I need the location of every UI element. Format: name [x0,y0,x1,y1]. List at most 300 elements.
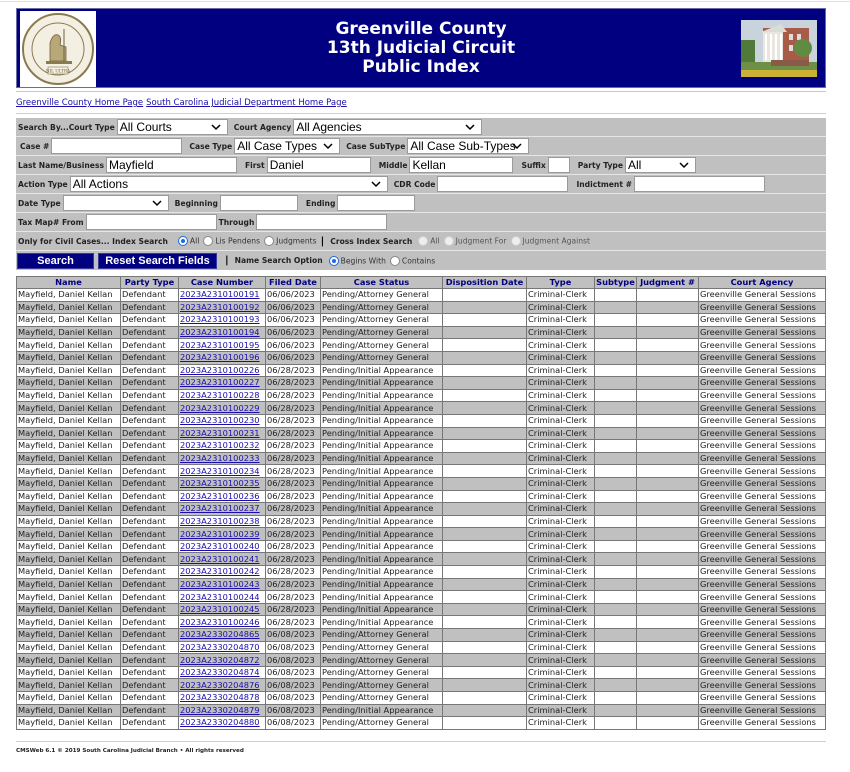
header-banner [16,8,826,88]
index-lis-pendens-radio[interactable] [203,236,213,246]
court-type-value: All Courts [119,120,172,134]
case-number-link[interactable]: 2023A2330204876 [180,679,260,690]
case-number-link[interactable]: 2023A2330204865 [180,629,260,640]
cell-case-number [179,452,266,465]
cell-judgment-number [637,289,699,302]
cell-judgment-number [637,540,699,553]
case-number-link[interactable]: 2023A2310100241 [180,553,260,564]
cell-party-type: Defendant [121,289,179,302]
col-case-status[interactable]: Case Status [321,277,443,289]
case-subtype-label: Case SubType [346,141,406,151]
cell-filed-date: 06/28/2023 [266,566,321,579]
cross-index-judgment-for-option[interactable] [440,236,507,246]
cell-name: Mayfield, Daniel Kellan [17,704,121,717]
cell-subtype [595,629,637,642]
form-row-court [16,118,826,137]
table-row [17,629,826,642]
case-number-link[interactable]: 2023A2330204880 [180,717,260,728]
suffix-input[interactable] [548,157,570,173]
cdr-code-input[interactable] [437,176,568,192]
cell-case-number [179,389,266,402]
cell-party-type: Defendant [121,326,179,339]
table-row [17,314,826,327]
table-row [17,301,826,314]
case-number-link[interactable]: 2023A2310100236 [180,490,260,501]
cell-type: Criminal-Clerk [527,616,595,629]
contains-radio[interactable] [390,256,400,266]
case-number-link[interactable]: 2023A2310100191 [180,289,260,300]
case-number-link[interactable]: 2023A2310100232 [180,440,260,451]
cell-judgment-number [637,364,699,377]
cell-court-agency: Greenville General Sessions [699,402,826,415]
cell-case-status: Pending/Attorney General [321,339,443,352]
index-search-all-option[interactable] [174,236,199,246]
cell-court-agency: Greenville General Sessions [699,704,826,717]
cell-disposition-date [443,440,527,453]
footer-divider [16,741,826,742]
col-subtype[interactable]: Subtype [596,277,635,287]
chevron-down-icon [151,197,163,209]
cell-judgment-number [637,503,699,516]
case-number-link[interactable]: 2023A2310100192 [180,301,260,312]
cell-party-type: Defendant [121,503,179,516]
cell-case-number [179,641,266,654]
separator: | [320,235,325,247]
cell-name: Mayfield, Daniel Kellan [17,692,121,705]
cell-party-type: Defendant [121,389,179,402]
case-number-link[interactable]: 2023A2310100193 [180,314,260,325]
cell-court-agency: Greenville General Sessions [699,717,826,730]
cell-court-agency: Greenville General Sessions [699,490,826,503]
index-search-lis-pendens-option[interactable] [199,236,260,246]
col-court-agency[interactable]: Court Agency [699,277,826,289]
cell-disposition-date [443,528,527,541]
table-row [17,503,826,516]
cell-party-type: Defendant [121,427,179,440]
cell-type: Criminal-Clerk [527,717,595,730]
first-name-input[interactable]: Daniel [267,157,371,173]
cell-case-status: Pending/Attorney General [321,654,443,667]
table-row [17,339,826,352]
cell-name: Mayfield, Daniel Kellan [17,465,121,478]
cell-case-status: Pending/Initial Appearance [321,616,443,629]
cell-filed-date: 06/28/2023 [266,465,321,478]
page-title [17,20,825,77]
table-row [17,402,826,415]
cell-filed-date: 06/28/2023 [266,490,321,503]
cell-name: Mayfield, Daniel Kellan [17,339,121,352]
name-search-option-label: Name Search Option [234,256,323,265]
cell-court-agency: Greenville General Sessions [699,578,826,591]
cross-judgment-against-radio[interactable] [511,236,521,246]
cross-index-judgment-against-option[interactable] [507,236,591,246]
cell-disposition-date [443,377,527,390]
cell-case-number [179,351,266,364]
cell-name: Mayfield, Daniel Kellan [17,666,121,679]
case-number-link[interactable]: 2023A2310100246 [180,616,260,627]
cell-subtype [595,591,637,604]
cell-case-status: Pending/Initial Appearance [321,440,443,453]
form-row-civil [16,232,826,251]
col-type[interactable]: Type [527,277,595,289]
cell-court-agency: Greenville General Sessions [699,540,826,553]
cell-disposition-date [443,641,527,654]
begins-with-radio[interactable] [329,256,339,266]
party-type-select[interactable] [625,157,696,173]
case-number-link[interactable]: 2023A2310100230 [180,415,260,426]
form-row-taxmap [16,213,826,232]
results-body [17,289,826,730]
index-judgments-radio[interactable] [264,236,274,246]
cell-name: Mayfield, Daniel Kellan [17,591,121,604]
cell-judgment-number [637,402,699,415]
cell-type: Criminal-Clerk [527,326,595,339]
case-number-link[interactable]: 2023A2310100195 [180,339,260,350]
court-type-select[interactable] [117,119,228,135]
case-number-link[interactable]: 2023A2310100226 [180,364,260,375]
cell-case-number [179,704,266,717]
cell-party-type: Defendant [121,641,179,654]
cell-party-type: Defendant [121,351,179,364]
case-number-link[interactable]: 2023A2310100235 [180,478,260,489]
cell-name: Mayfield, Daniel Kellan [17,540,121,553]
table-row [17,477,826,490]
cell-case-status: Pending/Initial Appearance [321,414,443,427]
cell-disposition-date [443,364,527,377]
cell-judgment-number [637,465,699,478]
col-case-number[interactable]: Case Number [179,277,266,289]
cell-case-number [179,377,266,390]
cell-disposition-date [443,692,527,705]
cell-judgment-number [637,666,699,679]
tax-map-through-input[interactable] [256,214,387,230]
cell-court-agency: Greenville General Sessions [699,553,826,566]
cell-party-type: Defendant [121,717,179,730]
case-number-link[interactable]: 2023A2310100231 [180,427,260,438]
cell-filed-date: 06/08/2023 [266,654,321,667]
case-number-link[interactable]: 2023A2310100196 [180,352,260,363]
cell-filed-date: 06/06/2023 [266,339,321,352]
tax-map-from-label: Tax Map# From [18,217,84,227]
cell-judgment-number [637,301,699,314]
case-number-link[interactable]: 2023A2310100239 [180,528,260,539]
name-search-begins-with-option[interactable] [325,256,386,266]
suffix-label: Suffix [521,160,546,170]
cell-name: Mayfield, Daniel Kellan [17,427,121,440]
middle-name-label: Middle [378,160,408,170]
indictment-input[interactable] [634,176,765,192]
top-rule [0,1,850,2]
name-search-contains-option[interactable] [386,256,435,266]
cell-name: Mayfield, Daniel Kellan [17,717,121,730]
cell-subtype [595,339,637,352]
table-row [17,679,826,692]
case-number-link[interactable]: 2023A2310100234 [180,465,260,476]
cell-name: Mayfield, Daniel Kellan [17,289,121,302]
cell-filed-date: 06/08/2023 [266,629,321,642]
cell-case-number [179,465,266,478]
cell-disposition-date [443,629,527,642]
cell-court-agency: Greenville General Sessions [699,603,826,616]
reset-search-fields-button[interactable]: Reset Search Fields [98,253,217,269]
cell-case-status: Pending/Initial Appearance [321,402,443,415]
cell-case-status: Pending/Initial Appearance [321,427,443,440]
begins-with-label: Begins With [340,256,386,265]
cell-case-number [179,477,266,490]
cell-subtype [595,414,637,427]
cell-case-status: Pending/Initial Appearance [321,591,443,604]
cell-court-agency: Greenville General Sessions [699,515,826,528]
case-number-link[interactable]: 2023A2330204874 [180,667,260,678]
cell-court-agency: Greenville General Sessions [699,566,826,579]
cell-type: Criminal-Clerk [527,377,595,390]
table-row [17,666,826,679]
cell-judgment-number [637,477,699,490]
cell-party-type: Defendant [121,301,179,314]
cell-case-status: Pending/Initial Appearance [321,465,443,478]
cell-case-number [179,666,266,679]
cell-type: Criminal-Clerk [527,629,595,642]
cell-case-number [179,692,266,705]
cell-type: Criminal-Clerk [527,490,595,503]
cell-court-agency: Greenville General Sessions [699,427,826,440]
cell-name: Mayfield, Daniel Kellan [17,528,121,541]
case-number-link[interactable]: 2023A2310100244 [180,591,260,602]
cell-name: Mayfield, Daniel Kellan [17,314,121,327]
case-number-link[interactable]: 2023A2310100233 [180,453,260,464]
cell-disposition-date [443,704,527,717]
first-name-label: First [245,160,265,170]
cell-type: Criminal-Clerk [527,566,595,579]
cell-filed-date: 06/08/2023 [266,704,321,717]
cell-type: Criminal-Clerk [527,603,595,616]
beginning-date-input[interactable] [220,195,298,211]
cell-case-number [179,427,266,440]
case-number-link[interactable]: 2023A2310100245 [180,604,260,615]
cell-filed-date: 06/28/2023 [266,414,321,427]
middle-name-input[interactable]: Kellan [409,157,513,173]
cross-all-label: All [430,236,440,246]
cell-type: Criminal-Clerk [527,389,595,402]
col-filed-date[interactable]: Filed Date [266,277,321,289]
case-number-link[interactable]: 2023A2330204870 [180,641,260,652]
cell-disposition-date [443,339,527,352]
cell-judgment-number [637,679,699,692]
col-party-type[interactable]: Party Type [121,277,179,289]
cell-party-type: Defendant [121,377,179,390]
cell-filed-date: 06/06/2023 [266,314,321,327]
cell-filed-date: 06/28/2023 [266,427,321,440]
col-name[interactable]: Name [17,277,121,289]
cell-type: Criminal-Clerk [527,314,595,327]
results-table [16,276,826,730]
date-type-select[interactable] [63,195,169,211]
cell-type: Criminal-Clerk [527,704,595,717]
cell-disposition-date [443,490,527,503]
cell-disposition-date [443,553,527,566]
cell-type: Criminal-Clerk [527,477,595,490]
cell-court-agency: Greenville General Sessions [699,616,826,629]
col-disposition-date[interactable]: Disposition Date [443,277,527,289]
chevron-down-icon [322,140,334,152]
cell-party-type: Defendant [121,654,179,667]
index-all-radio[interactable] [178,236,188,246]
sc-judicial-home-link[interactable]: South Carolina Judicial Department Home Page [146,98,347,108]
cell-type: Criminal-Clerk [527,591,595,604]
cell-type: Criminal-Clerk [527,666,595,679]
case-number-link[interactable]: 2023A2310100237 [180,503,260,514]
cell-subtype [595,603,637,616]
cell-court-agency: Greenville General Sessions [699,414,826,427]
table-row [17,490,826,503]
cell-case-status: Pending/Attorney General [321,301,443,314]
cell-name: Mayfield, Daniel Kellan [17,578,121,591]
form-row-date [16,194,826,213]
cell-party-type: Defendant [121,414,179,427]
case-subtype-value: All Case Sub-Types [410,139,516,153]
cell-filed-date: 06/28/2023 [266,528,321,541]
cell-name: Mayfield, Daniel Kellan [17,553,121,566]
ending-date-input[interactable] [337,195,415,211]
cell-judgment-number [637,629,699,642]
courthouse-photo [741,20,817,77]
case-number-link[interactable]: 2023A2330204879 [180,704,260,715]
cross-all-radio[interactable] [418,236,428,246]
case-type-select[interactable] [234,138,340,154]
party-type-label: Party Type [577,160,624,170]
search-button[interactable]: Search [17,253,94,269]
cell-filed-date: 06/08/2023 [266,666,321,679]
cell-name: Mayfield, Daniel Kellan [17,603,121,616]
cell-filed-date: 06/28/2023 [266,503,321,516]
cell-judgment-number [637,692,699,705]
cell-subtype [595,717,637,730]
case-number-link[interactable]: 2023A2310100242 [180,566,260,577]
cell-subtype [595,641,637,654]
cell-judgment-number [637,377,699,390]
court-agency-select[interactable] [293,119,482,135]
cell-disposition-date [443,654,527,667]
cell-subtype [595,314,637,327]
case-number-link[interactable]: 2023A2310100240 [180,541,260,552]
tax-map-from-input[interactable] [86,214,217,230]
cell-judgment-number [637,440,699,453]
cell-case-status: Pending/Initial Appearance [321,364,443,377]
greenville-county-home-link[interactable]: Greenville County Home Page [16,98,144,108]
courthouse-image-icon [741,20,817,77]
cell-subtype [595,389,637,402]
cell-name: Mayfield, Daniel Kellan [17,440,121,453]
cell-subtype [595,566,637,579]
cell-filed-date: 06/28/2023 [266,364,321,377]
cell-name: Mayfield, Daniel Kellan [17,641,121,654]
cell-judgment-number [637,717,699,730]
table-row [17,704,826,717]
cell-name: Mayfield, Daniel Kellan [17,351,121,364]
case-number-link[interactable]: 2023A2310100243 [180,578,260,589]
cell-subtype [595,440,637,453]
cell-party-type: Defendant [121,515,179,528]
cross-index-all-option[interactable] [414,236,439,246]
cell-case-number [179,490,266,503]
case-number-input[interactable] [51,138,182,154]
form-row-actions [16,251,826,270]
cell-name: Mayfield, Daniel Kellan [17,654,121,667]
cell-subtype [595,654,637,667]
cell-court-agency: Greenville General Sessions [699,629,826,642]
case-subtype-select[interactable] [407,138,529,154]
index-search-judgments-option[interactable] [260,236,317,246]
cell-filed-date: 06/28/2023 [266,578,321,591]
cell-subtype [595,427,637,440]
cell-case-status: Pending/Initial Appearance [321,578,443,591]
cell-case-status: Pending/Initial Appearance [321,490,443,503]
cell-court-agency: Greenville General Sessions [699,289,826,302]
court-agency-label: Court Agency [233,122,292,132]
case-number-link[interactable]: 2023A2310100228 [180,390,260,401]
beginning-date-label: Beginning [174,198,218,208]
cell-name: Mayfield, Daniel Kellan [17,477,121,490]
cell-judgment-number [637,427,699,440]
cross-judgment-for-radio[interactable] [444,236,454,246]
case-type-value: All Case Types [237,139,318,153]
cell-court-agency: Greenville General Sessions [699,528,826,541]
cell-filed-date: 06/28/2023 [266,553,321,566]
table-row [17,717,826,730]
cell-disposition-date [443,389,527,402]
cell-party-type: Defendant [121,314,179,327]
case-number-link[interactable]: 2023A2330204872 [180,654,260,665]
table-row [17,452,826,465]
case-number-link[interactable]: 2023A2310100229 [180,402,260,413]
cell-case-status: Pending/Attorney General [321,314,443,327]
col-judgment-number[interactable]: Judgment # [637,277,699,289]
action-type-select[interactable] [70,176,388,192]
cell-court-agency: Greenville General Sessions [699,351,826,364]
home-links [16,98,350,108]
cell-filed-date: 06/28/2023 [266,477,321,490]
cell-disposition-date [443,717,527,730]
cell-subtype [595,666,637,679]
cell-filed-date: 06/28/2023 [266,591,321,604]
cell-court-agency: Greenville General Sessions [699,692,826,705]
index-all-label: All [189,236,200,246]
case-number-link[interactable]: 2023A2330204878 [180,692,260,703]
form-row-name [16,156,826,175]
cell-party-type: Defendant [121,553,179,566]
cell-case-number [179,566,266,579]
case-number-link[interactable]: 2023A2310100238 [180,515,260,526]
cell-party-type: Defendant [121,591,179,604]
case-number-link[interactable]: 2023A2310100194 [180,327,260,338]
cell-party-type: Defendant [121,339,179,352]
cell-name: Mayfield, Daniel Kellan [17,629,121,642]
chevron-down-icon [210,121,222,133]
table-row [17,515,826,528]
table-row [17,427,826,440]
cell-disposition-date [443,666,527,679]
cell-judgment-number [637,414,699,427]
case-number-link[interactable]: 2023A2310100227 [180,377,260,388]
cell-judgment-number [637,616,699,629]
cell-name: Mayfield, Daniel Kellan [17,679,121,692]
last-name-input[interactable]: Mayfield [106,157,237,173]
tax-map-through-label: Through [218,217,255,227]
cell-party-type: Defendant [121,440,179,453]
cell-party-type: Defendant [121,364,179,377]
cell-type: Criminal-Clerk [527,364,595,377]
table-row [17,326,826,339]
